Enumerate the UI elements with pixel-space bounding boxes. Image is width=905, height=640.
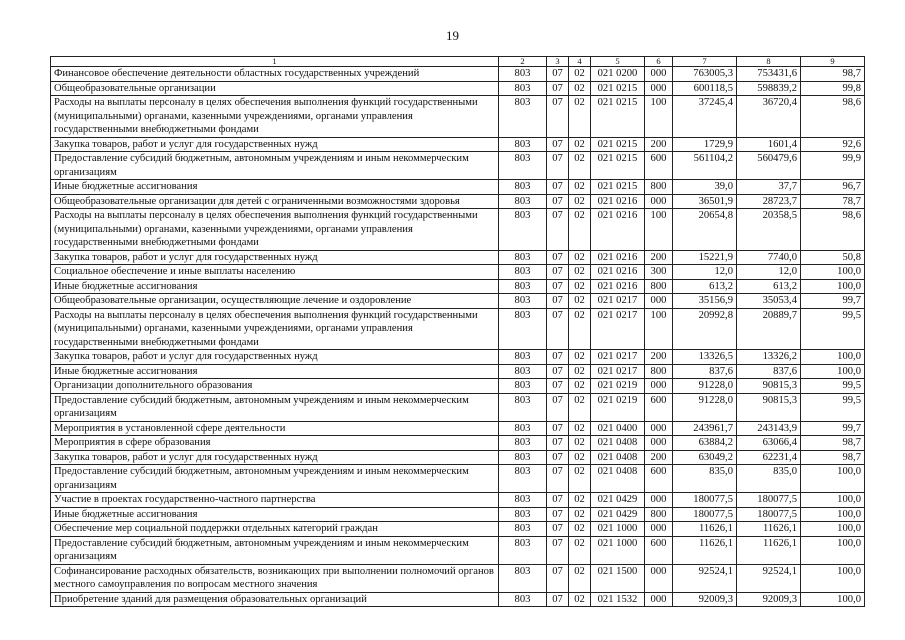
admin-code: 803 xyxy=(499,81,547,96)
executed-amount: 180077,5 xyxy=(737,507,801,522)
item-name: Участие в проектах государственно-частного партнерства xyxy=(51,493,499,508)
item-name: Расходы на выплаты персоналу в целях обеспечения выполнения функций государственными (муниципальными) органами, казенными учреждениями, органами управления государственными внебюджетными фондами xyxy=(51,209,499,251)
budget-table xyxy=(50,56,865,607)
section-code: 07 xyxy=(547,379,569,394)
table-row xyxy=(51,265,865,280)
planned-amount: 11626,1 xyxy=(673,536,737,564)
header-cell: 5 xyxy=(591,57,645,67)
target-item-code: 021 0215 xyxy=(591,180,645,195)
planned-amount: 12,0 xyxy=(673,265,737,280)
item-name: Расходы на выплаты персоналу в целях обеспечения выполнения функций государственными (муниципальными) органами, казенными учреждениями, органами управления государственными внебюджетными фондами xyxy=(51,96,499,138)
executed-amount: 613,2 xyxy=(737,279,801,294)
target-item-code: 021 0216 xyxy=(591,265,645,280)
planned-amount: 15221,9 xyxy=(673,250,737,265)
subsection-code: 02 xyxy=(569,465,591,493)
target-item-code: 021 0215 xyxy=(591,137,645,152)
executed-amount: 12,0 xyxy=(737,265,801,280)
admin-code: 803 xyxy=(499,507,547,522)
admin-code: 803 xyxy=(499,209,547,251)
executed-amount: 90815,3 xyxy=(737,379,801,394)
item-name: Предоставление субсидий бюджетным, автономным учреждениям и иным некоммерческим организациям xyxy=(51,393,499,421)
subsection-code: 02 xyxy=(569,393,591,421)
section-code: 07 xyxy=(547,507,569,522)
table-row xyxy=(51,308,865,350)
execution-percent: 99,5 xyxy=(801,393,865,421)
expense-type-code: 200 xyxy=(645,350,673,365)
table-row xyxy=(51,507,865,522)
subsection-code: 02 xyxy=(569,379,591,394)
subsection-code: 02 xyxy=(569,180,591,195)
subsection-code: 02 xyxy=(569,421,591,436)
table-row xyxy=(51,96,865,138)
item-name: Софинансирование расходных обязательств, возникающих при выполнении полномочий органов местного самоуправления по вопросам местного значения xyxy=(51,564,499,592)
target-item-code: 021 0408 xyxy=(591,436,645,451)
expense-type-code: 000 xyxy=(645,421,673,436)
page-number: 19 xyxy=(446,28,459,43)
planned-amount: 763005,3 xyxy=(673,67,737,82)
expense-type-code: 100 xyxy=(645,209,673,251)
planned-amount: 92524,1 xyxy=(673,564,737,592)
admin-code: 803 xyxy=(499,265,547,280)
target-item-code: 021 1000 xyxy=(591,522,645,537)
target-item-code: 021 1000 xyxy=(591,536,645,564)
expense-type-code: 600 xyxy=(645,152,673,180)
target-item-code: 021 0215 xyxy=(591,96,645,138)
execution-percent: 99,7 xyxy=(801,294,865,309)
subsection-code: 02 xyxy=(569,364,591,379)
expense-type-code: 200 xyxy=(645,450,673,465)
section-code: 07 xyxy=(547,250,569,265)
planned-amount: 835,0 xyxy=(673,465,737,493)
header-cell: 4 xyxy=(569,57,591,67)
expense-type-code: 100 xyxy=(645,308,673,350)
executed-amount: 62231,4 xyxy=(737,450,801,465)
section-code: 07 xyxy=(547,564,569,592)
header-row xyxy=(51,57,865,67)
expense-type-code: 000 xyxy=(645,564,673,592)
planned-amount: 11626,1 xyxy=(673,522,737,537)
execution-percent: 98,7 xyxy=(801,436,865,451)
item-name: Мероприятия в установленной сфере деятельности xyxy=(51,421,499,436)
execution-percent: 100,0 xyxy=(801,564,865,592)
executed-amount: 20889,7 xyxy=(737,308,801,350)
table-row xyxy=(51,180,865,195)
table-row xyxy=(51,393,865,421)
section-code: 07 xyxy=(547,308,569,350)
section-code: 07 xyxy=(547,81,569,96)
table-row xyxy=(51,536,865,564)
expense-type-code: 300 xyxy=(645,265,673,280)
subsection-code: 02 xyxy=(569,194,591,209)
target-item-code: 021 1500 xyxy=(591,564,645,592)
execution-percent: 98,6 xyxy=(801,209,865,251)
item-name: Обеспечение мер социальной поддержки отдельных категорий граждан xyxy=(51,522,499,537)
execution-percent: 100,0 xyxy=(801,522,865,537)
target-item-code: 021 0215 xyxy=(591,152,645,180)
planned-amount: 243961,7 xyxy=(673,421,737,436)
expense-type-code: 200 xyxy=(645,137,673,152)
target-item-code: 021 0216 xyxy=(591,250,645,265)
header-cell: 8 xyxy=(737,57,801,67)
admin-code: 803 xyxy=(499,194,547,209)
planned-amount: 36501,9 xyxy=(673,194,737,209)
item-name: Иные бюджетные ассигнования xyxy=(51,507,499,522)
execution-percent: 100,0 xyxy=(801,507,865,522)
planned-amount: 91228,0 xyxy=(673,393,737,421)
target-item-code: 021 0216 xyxy=(591,194,645,209)
section-code: 07 xyxy=(547,364,569,379)
executed-amount: 92009,3 xyxy=(737,592,801,607)
admin-code: 803 xyxy=(499,137,547,152)
target-item-code: 021 0200 xyxy=(591,67,645,82)
section-code: 07 xyxy=(547,279,569,294)
subsection-code: 02 xyxy=(569,137,591,152)
table-body xyxy=(51,67,865,607)
header-cell: 9 xyxy=(801,57,865,67)
executed-amount: 20358,5 xyxy=(737,209,801,251)
subsection-code: 02 xyxy=(569,265,591,280)
table-row xyxy=(51,522,865,537)
table-row xyxy=(51,294,865,309)
table-row xyxy=(51,436,865,451)
planned-amount: 180077,5 xyxy=(673,507,737,522)
table-row xyxy=(51,350,865,365)
item-name: Закупка товаров, работ и услуг для государственных нужд xyxy=(51,350,499,365)
section-code: 07 xyxy=(547,137,569,152)
target-item-code: 021 0217 xyxy=(591,308,645,350)
section-code: 07 xyxy=(547,592,569,607)
expense-type-code: 000 xyxy=(645,592,673,607)
admin-code: 803 xyxy=(499,436,547,451)
item-name: Мероприятия в сфере образования xyxy=(51,436,499,451)
executed-amount: 243143,9 xyxy=(737,421,801,436)
table-row xyxy=(51,67,865,82)
admin-code: 803 xyxy=(499,536,547,564)
admin-code: 803 xyxy=(499,96,547,138)
item-name: Социальное обеспечение и иные выплаты населению xyxy=(51,265,499,280)
planned-amount: 20992,8 xyxy=(673,308,737,350)
expense-type-code: 000 xyxy=(645,493,673,508)
admin-code: 803 xyxy=(499,350,547,365)
expense-type-code: 600 xyxy=(645,536,673,564)
table-row xyxy=(51,493,865,508)
execution-percent: 99,7 xyxy=(801,421,865,436)
item-name: Иные бюджетные ассигнования xyxy=(51,364,499,379)
admin-code: 803 xyxy=(499,250,547,265)
item-name: Организации дополнительного образования xyxy=(51,379,499,394)
expense-type-code: 600 xyxy=(645,393,673,421)
execution-percent: 100,0 xyxy=(801,350,865,365)
executed-amount: 835,0 xyxy=(737,465,801,493)
item-name: Общеобразовательные организации, осуществляющие лечение и оздоровление xyxy=(51,294,499,309)
executed-amount: 598839,2 xyxy=(737,81,801,96)
executed-amount: 1601,4 xyxy=(737,137,801,152)
table-row xyxy=(51,209,865,251)
executed-amount: 35053,4 xyxy=(737,294,801,309)
subsection-code: 02 xyxy=(569,308,591,350)
table-row xyxy=(51,152,865,180)
planned-amount: 613,2 xyxy=(673,279,737,294)
target-item-code: 021 0216 xyxy=(591,209,645,251)
header-cell: 6 xyxy=(645,57,673,67)
admin-code: 803 xyxy=(499,279,547,294)
execution-percent: 100,0 xyxy=(801,493,865,508)
subsection-code: 02 xyxy=(569,250,591,265)
executed-amount: 7740,0 xyxy=(737,250,801,265)
executed-amount: 90815,3 xyxy=(737,393,801,421)
execution-percent: 100,0 xyxy=(801,536,865,564)
executed-amount: 837,6 xyxy=(737,364,801,379)
planned-amount: 600118,5 xyxy=(673,81,737,96)
execution-percent: 78,7 xyxy=(801,194,865,209)
item-name: Предоставление субсидий бюджетным, автономным учреждениям и иным некоммерческим организациям xyxy=(51,465,499,493)
section-code: 07 xyxy=(547,209,569,251)
header-cell: 3 xyxy=(547,57,569,67)
table-row xyxy=(51,194,865,209)
target-item-code: 021 0408 xyxy=(591,450,645,465)
section-code: 07 xyxy=(547,522,569,537)
executed-amount: 37,7 xyxy=(737,180,801,195)
planned-amount: 180077,5 xyxy=(673,493,737,508)
planned-amount: 39,0 xyxy=(673,180,737,195)
admin-code: 803 xyxy=(499,465,547,493)
subsection-code: 02 xyxy=(569,350,591,365)
section-code: 07 xyxy=(547,393,569,421)
table-row xyxy=(51,250,865,265)
execution-percent: 100,0 xyxy=(801,592,865,607)
admin-code: 803 xyxy=(499,180,547,195)
planned-amount: 35156,9 xyxy=(673,294,737,309)
table-row xyxy=(51,137,865,152)
subsection-code: 02 xyxy=(569,96,591,138)
subsection-code: 02 xyxy=(569,436,591,451)
admin-code: 803 xyxy=(499,67,547,82)
item-name: Предоставление субсидий бюджетным, автономным учреждениям и иным некоммерческим организациям xyxy=(51,536,499,564)
table-row xyxy=(51,379,865,394)
expense-type-code: 800 xyxy=(645,180,673,195)
subsection-code: 02 xyxy=(569,279,591,294)
expense-type-code: 000 xyxy=(645,522,673,537)
subsection-code: 02 xyxy=(569,536,591,564)
execution-percent: 92,6 xyxy=(801,137,865,152)
execution-percent: 99,5 xyxy=(801,308,865,350)
executed-amount: 28723,7 xyxy=(737,194,801,209)
execution-percent: 100,0 xyxy=(801,465,865,493)
planned-amount: 37245,4 xyxy=(673,96,737,138)
table-row xyxy=(51,364,865,379)
subsection-code: 02 xyxy=(569,493,591,508)
table-row xyxy=(51,279,865,294)
target-item-code: 021 0408 xyxy=(591,465,645,493)
expense-type-code: 600 xyxy=(645,465,673,493)
target-item-code: 021 0215 xyxy=(591,81,645,96)
planned-amount: 837,6 xyxy=(673,364,737,379)
section-code: 07 xyxy=(547,493,569,508)
expense-type-code: 000 xyxy=(645,81,673,96)
target-item-code: 021 0429 xyxy=(591,507,645,522)
section-code: 07 xyxy=(547,67,569,82)
subsection-code: 02 xyxy=(569,522,591,537)
subsection-code: 02 xyxy=(569,152,591,180)
admin-code: 803 xyxy=(499,450,547,465)
admin-code: 803 xyxy=(499,493,547,508)
expense-type-code: 000 xyxy=(645,294,673,309)
section-code: 07 xyxy=(547,350,569,365)
admin-code: 803 xyxy=(499,379,547,394)
executed-amount: 753431,6 xyxy=(737,67,801,82)
planned-amount: 91228,0 xyxy=(673,379,737,394)
executed-amount: 92524,1 xyxy=(737,564,801,592)
item-name: Предоставление субсидий бюджетным, автономным учреждениям и иным некоммерческим организациям xyxy=(51,152,499,180)
planned-amount: 561104,2 xyxy=(673,152,737,180)
executed-amount: 36720,4 xyxy=(737,96,801,138)
expense-type-code: 200 xyxy=(645,250,673,265)
planned-amount: 13326,5 xyxy=(673,350,737,365)
section-code: 07 xyxy=(547,536,569,564)
execution-percent: 98,6 xyxy=(801,96,865,138)
execution-percent: 100,0 xyxy=(801,265,865,280)
section-code: 07 xyxy=(547,265,569,280)
executed-amount: 11626,1 xyxy=(737,536,801,564)
execution-percent: 99,9 xyxy=(801,152,865,180)
subsection-code: 02 xyxy=(569,67,591,82)
item-name: Закупка товаров, работ и услуг для государственных нужд xyxy=(51,137,499,152)
expense-type-code: 800 xyxy=(645,279,673,294)
admin-code: 803 xyxy=(499,564,547,592)
execution-percent: 100,0 xyxy=(801,364,865,379)
admin-code: 803 xyxy=(499,421,547,436)
item-name: Расходы на выплаты персоналу в целях обеспечения выполнения функций государственными (муниципальными) органами, казенными учреждениями, органами управления государственными внебюджетными фондами xyxy=(51,308,499,350)
expense-type-code: 000 xyxy=(645,194,673,209)
admin-code: 803 xyxy=(499,522,547,537)
execution-percent: 98,7 xyxy=(801,67,865,82)
target-item-code: 021 0217 xyxy=(591,294,645,309)
expense-type-code: 800 xyxy=(645,507,673,522)
expense-type-code: 000 xyxy=(645,436,673,451)
section-code: 07 xyxy=(547,465,569,493)
table-row xyxy=(51,450,865,465)
table-row xyxy=(51,81,865,96)
planned-amount: 20654,8 xyxy=(673,209,737,251)
section-code: 07 xyxy=(547,194,569,209)
executed-amount: 63066,4 xyxy=(737,436,801,451)
header-cell: 2 xyxy=(499,57,547,67)
item-name: Закупка товаров, работ и услуг для государственных нужд xyxy=(51,450,499,465)
execution-percent: 99,5 xyxy=(801,379,865,394)
executed-amount: 13326,2 xyxy=(737,350,801,365)
table-row xyxy=(51,465,865,493)
header-cell: 7 xyxy=(673,57,737,67)
item-name: Приобретение зданий для размещения образовательных организаций xyxy=(51,592,499,607)
header-cell: 1 xyxy=(51,57,499,67)
target-item-code: 021 0217 xyxy=(591,364,645,379)
execution-percent: 99,8 xyxy=(801,81,865,96)
section-code: 07 xyxy=(547,436,569,451)
target-item-code: 021 0400 xyxy=(591,421,645,436)
section-code: 07 xyxy=(547,180,569,195)
section-code: 07 xyxy=(547,152,569,180)
planned-amount: 63884,2 xyxy=(673,436,737,451)
planned-amount: 63049,2 xyxy=(673,450,737,465)
item-name: Иные бюджетные ассигнования xyxy=(51,279,499,294)
admin-code: 803 xyxy=(499,308,547,350)
target-item-code: 021 1532 xyxy=(591,592,645,607)
target-item-code: 021 0219 xyxy=(591,379,645,394)
item-name: Общеобразовательные организации xyxy=(51,81,499,96)
table-row xyxy=(51,592,865,607)
table-row xyxy=(51,421,865,436)
subsection-code: 02 xyxy=(569,450,591,465)
target-item-code: 021 0217 xyxy=(591,350,645,365)
section-code: 07 xyxy=(547,294,569,309)
subsection-code: 02 xyxy=(569,294,591,309)
subsection-code: 02 xyxy=(569,564,591,592)
expense-type-code: 100 xyxy=(645,96,673,138)
item-name: Закупка товаров, работ и услуг для государственных нужд xyxy=(51,250,499,265)
executed-amount: 180077,5 xyxy=(737,493,801,508)
admin-code: 803 xyxy=(499,152,547,180)
item-name: Финансовое обеспечение деятельности областных государственных учреждений xyxy=(51,67,499,82)
target-item-code: 021 0429 xyxy=(591,493,645,508)
expense-type-code: 800 xyxy=(645,364,673,379)
execution-percent: 96,7 xyxy=(801,180,865,195)
admin-code: 803 xyxy=(499,592,547,607)
section-code: 07 xyxy=(547,450,569,465)
execution-percent: 50,8 xyxy=(801,250,865,265)
admin-code: 803 xyxy=(499,393,547,421)
subsection-code: 02 xyxy=(569,592,591,607)
table-row xyxy=(51,564,865,592)
expense-type-code: 000 xyxy=(645,67,673,82)
section-code: 07 xyxy=(547,96,569,138)
item-name: Общеобразовательные организации для детей с ограниченными возможностями здоровья xyxy=(51,194,499,209)
admin-code: 803 xyxy=(499,364,547,379)
execution-percent: 100,0 xyxy=(801,279,865,294)
execution-percent: 98,7 xyxy=(801,450,865,465)
admin-code: 803 xyxy=(499,294,547,309)
planned-amount: 92009,3 xyxy=(673,592,737,607)
item-name: Иные бюджетные ассигнования xyxy=(51,180,499,195)
section-code: 07 xyxy=(547,421,569,436)
target-item-code: 021 0216 xyxy=(591,279,645,294)
planned-amount: 1729,9 xyxy=(673,137,737,152)
expense-type-code: 000 xyxy=(645,379,673,394)
subsection-code: 02 xyxy=(569,81,591,96)
target-item-code: 021 0219 xyxy=(591,393,645,421)
executed-amount: 560479,6 xyxy=(737,152,801,180)
subsection-code: 02 xyxy=(569,507,591,522)
subsection-code: 02 xyxy=(569,209,591,251)
executed-amount: 11626,1 xyxy=(737,522,801,537)
